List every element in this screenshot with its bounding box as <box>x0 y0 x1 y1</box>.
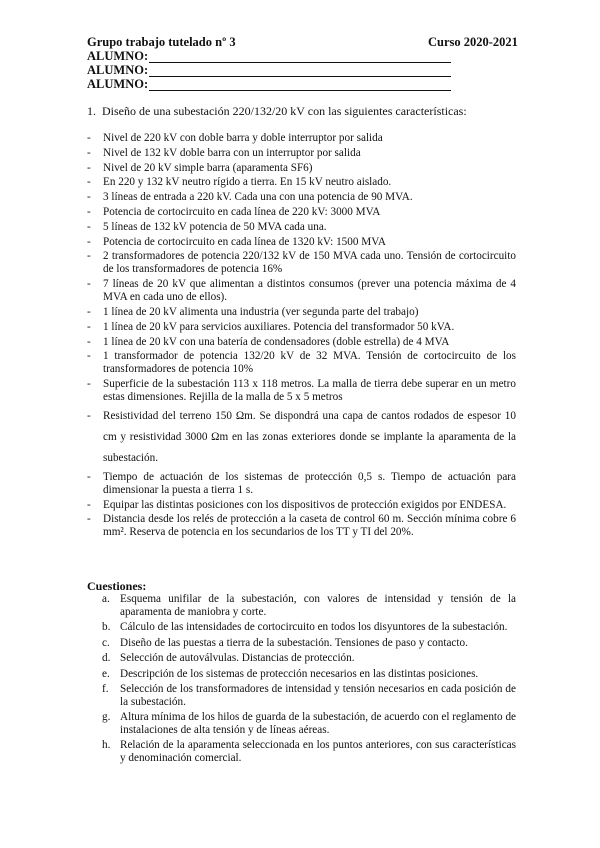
question-letter: d. <box>102 652 111 664</box>
question-text: Selección de los transformadores de intensidad y tensión necesarios en cada posición de la subestación. <box>120 683 516 708</box>
question-item <box>102 683 516 708</box>
question-letter: a. <box>102 593 110 605</box>
list-item: - Tiempo de actuación de los sistemas de protección 0,5 s. Tiempo de actuación para dimensionar la puesta a tierra 1 s. <box>87 471 516 497</box>
list-item: - Nivel de 20 kV simple barra (aparamenta SF6) <box>87 162 516 175</box>
list-item: - 1 línea de 20 kV alimenta una industria (ver segunda parte del trabajo) <box>87 306 516 319</box>
question-text: Cálculo de las intensidades de cortocircuito en todos los disyuntores de la subestación. <box>120 621 508 633</box>
list-item: - 2 transformadores de potencia 220/132 kV de 150 MVA cada uno. Tensión de cortocircuito de los transformadores de potencia 16% <box>87 250 516 276</box>
question-letter: f. <box>102 683 109 695</box>
list-item: - Potencia de cortocircuito en cada línea de 220 kV: 3000 MVA <box>87 206 516 219</box>
questions-list <box>102 593 516 767</box>
task-number: 1. <box>87 104 96 118</box>
list-item: - Potencia de cortocircuito en cada línea de 1320 kV: 1500 MVA <box>87 236 516 249</box>
list-item: - 5 líneas de 132 kV potencia de 50 MVA cada una. <box>87 221 516 234</box>
question-item <box>102 637 516 650</box>
student-blank-3[interactable] <box>149 79 451 91</box>
list-item: - 1 línea de 20 kV para servicios auxiliares. Potencia del transformador 50 kVA. <box>87 321 516 334</box>
question-text: Esquema unifilar de la subestación, con valores de intensidad y tensión de la aparamenta de maniobra y corte. <box>120 593 516 618</box>
list-item: - Equipar las distintas posiciones con los dispositivos de protección exigidos por ENDESA. <box>87 499 516 512</box>
student-blank-2[interactable] <box>149 65 451 77</box>
student-line-3 <box>87 77 451 91</box>
student-line-2 <box>87 63 451 77</box>
question-item <box>102 668 516 681</box>
task-text: Diseño de una subestación 220/132/20 kV con las siguientes características: <box>102 104 467 118</box>
course-year: Curso 2020-2021 <box>428 35 518 49</box>
question-letter: b. <box>102 621 111 633</box>
question-text: Diseño de las puestas a tierra de la subestación. Tensiones de paso y contacto. <box>120 636 468 649</box>
list-item: - 7 líneas de 20 kV que alimentan a distintos consumos (prever una potencia máxima de 4 MVA en cada uno de ellos). <box>87 278 516 304</box>
group-title: Grupo trabajo tutelado nº 3 <box>87 35 236 49</box>
student-line-1 <box>87 49 451 63</box>
list-item: - 3 líneas de entrada a 220 kV. Cada una con una potencia de 90 MVA. <box>87 191 516 204</box>
student-blank-1[interactable] <box>149 51 451 63</box>
question-text: Relación de la aparamenta seleccionada en los puntos anteriores, con sus características y denominación comercial. <box>120 739 516 764</box>
question-letter: e. <box>102 667 110 680</box>
question-letter: c. <box>102 636 110 649</box>
questions-heading: Cuestiones: <box>87 579 147 593</box>
question-item <box>102 652 516 665</box>
list-item: - Resistividad del terreno 150 Ωm. Se dispondrá una capa de cantos rodados de espesor 10 cm y resistividad 3000 Ωm en las zonas exteriores donde se implante la aparamenta de la subestación. <box>87 406 516 469</box>
list-item: - Distancia desde los relés de protección a la caseta de control 60 m. Sección mínima cobre 6 mm². Reserva de potencia en los secundarios de los TT y TI del 20%. <box>87 513 516 539</box>
question-text: Altura mínima de los hilos de guarda de la subestación, de acuerdo con el reglamento de instalaciones de alta tensión y de líneas aéreas. <box>120 711 516 736</box>
student-label: ALUMNO: <box>87 49 149 63</box>
requirements-list <box>87 132 516 541</box>
list-item: - Nivel de 220 kV con doble barra y doble interruptor por salida <box>87 132 516 145</box>
list-item: - 1 transformador de potencia 132/20 kV de 32 MVA. Tensión de cortocircuito de los transformadores de potencia 10% <box>87 350 516 376</box>
student-label: ALUMNO: <box>87 77 149 91</box>
question-item <box>102 621 516 634</box>
question-text: Descripción de los sistemas de protección necesarios en las distintas posiciones. <box>120 667 479 680</box>
question-letter: g. <box>102 711 111 723</box>
list-item: - Nivel de 132 kV doble barra con un interruptor por salida <box>87 147 516 160</box>
question-text: Selección de autoválvulas. Distancias de protección. <box>120 652 355 664</box>
question-item <box>102 739 516 764</box>
list-item: - Superficie de la subestación 113 x 118 metros. La malla de tierra debe superar en un metro estas dimensiones. Rejilla de la malla de 5 x 5 metros <box>87 378 516 404</box>
list-item: - 1 línea de 20 kV con una batería de condensadores (doble estrella) de 4 MVA <box>87 336 516 349</box>
task-title <box>87 104 467 118</box>
student-label: ALUMNO: <box>87 63 149 77</box>
question-item <box>102 593 516 618</box>
question-letter: h. <box>102 739 111 751</box>
question-item <box>102 711 516 736</box>
list-item: - En 220 y 132 kV neutro rígido a tierra. En 15 kV neutro aislado. <box>87 176 516 189</box>
